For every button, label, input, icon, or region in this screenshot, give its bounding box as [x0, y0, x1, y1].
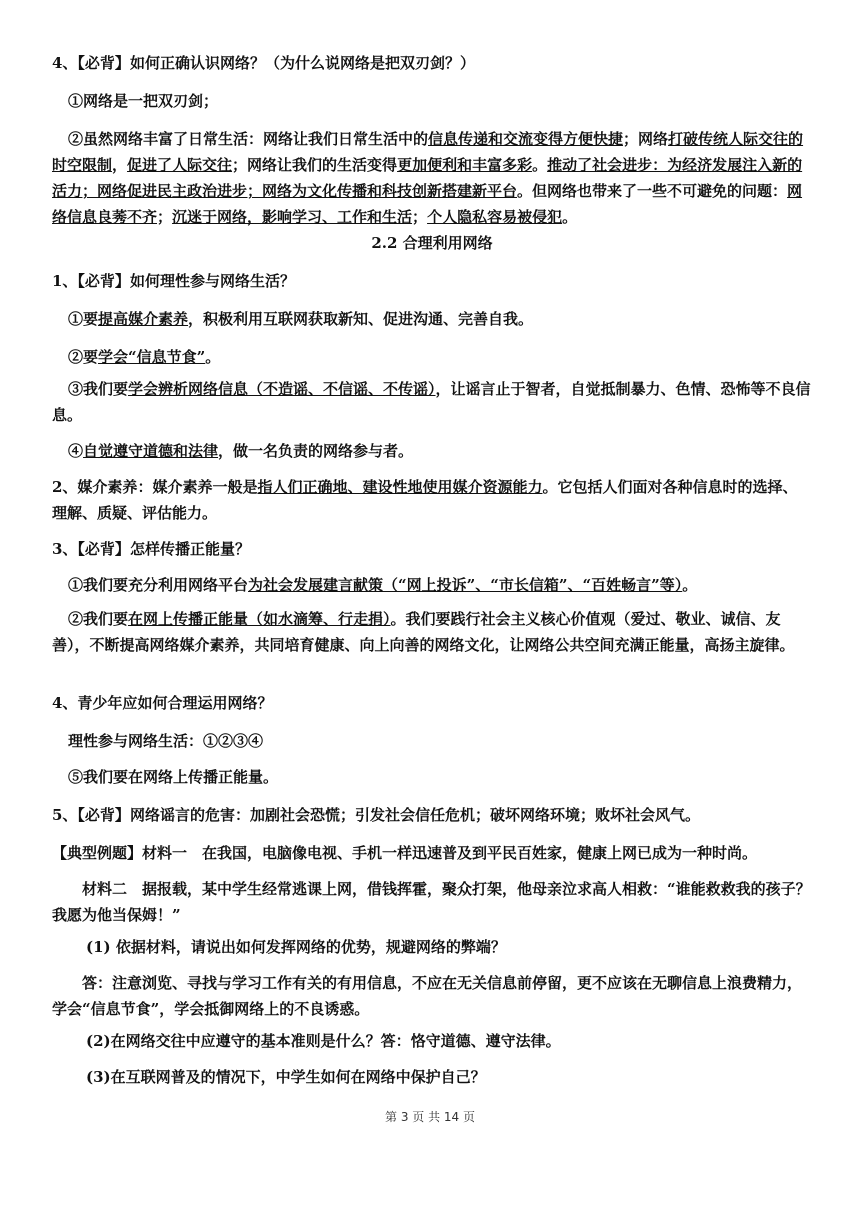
q4-point-2: ②虽然网络丰富了日常生活：网络让我们日常生活中的信息传递和交流变得方便快捷；网络打破传统人际交往的时空限制，促进了人际交往；网络让我们的生活变得更加便利和丰富多彩。推动了社会进步：为经济发展注入新的活力；网络促进民主政治进步；网络为文化传播和科技创新搭建新平台。但网络也带来了一些不可避免的问题：网络信息良莠不齐；沉迷于网络，影响学习、工作和生活；个人隐私容易被侵犯。 — [52, 130, 804, 226]
s4-title: 4、青少年应如何合理运用网络？ — [52, 694, 273, 712]
s1-title: 1、【必背】如何理性参与网络生活？ — [52, 272, 295, 290]
example-answer-1: 答：注意浏览、寻找与学习工作有关的有用信息，不应在无关信息前停留，更不应该在无聊信息上浪费精力，学会“信息节食”，学会抵御网络上的不良诱惑。 — [52, 974, 803, 1018]
s3-item-2: ②我们要在网上传播正能量（如水滴筹、行走捐）。我们要践行社会主义核心价值观（爱过、敬业、诚信、友善），不断提高网络媒介素养，共同培育健康、向上向善的网络文化，让网络公共空间充满正能量，高扬主旋律。 — [52, 610, 795, 654]
s4-item-2: ⑤我们要在网络上传播正能量。 — [68, 768, 279, 786]
s1-item-3: ③我们要学会辨析网络信息（不造谣、不信谣、不传谣），让谣言止于智者，自觉抵制暴力、色情、恐怖等不良信息。 — [52, 380, 811, 424]
example-question-3: (3)在互联网普及的情况下，中学生如何在网络中保护自己？ — [86, 1068, 486, 1086]
s5-rumor-harm: 5、【必背】网络谣言的危害：加剧社会恐慌；引发社会信任危机；破坏网络环境；败坏社会风气。 — [52, 806, 700, 824]
example-material-2: 材料二 据报载，某中学生经常逃课上网，借钱挥霍，聚众打架，他母亲泣求高人相救：“谁能救救我的孩子？我愿为他当保姆！” — [52, 880, 811, 924]
page-number-footer: 第 3 页 共 14 页 — [385, 1110, 475, 1124]
example-question-2: (2)在网络交往中应遵守的基本准则是什么？答：恪守道德、遵守法律。 — [86, 1032, 561, 1050]
s1-item-1: ①要提高媒介素养，积极利用互联网获取新知、促进沟通、完善自我。 — [68, 310, 534, 328]
s1-item-2: ②要学会“信息节食”。 — [68, 348, 221, 366]
s3-item-1: ①我们要充分利用网络平台为社会发展建言献策（“网上投诉”、“市长信箱”、“百姓畅言”等）。 — [68, 576, 698, 594]
s3-title: 3、【必背】怎样传播正能量？ — [52, 540, 250, 558]
section-title: 2.2 合理利用网络 — [371, 234, 493, 252]
example-question-1: (1) 依据材料，请说出如何发挥网络的优势，规避网络的弊端？ — [86, 938, 506, 956]
s4-item-1: 理性参与网络生活：①②③④ — [68, 732, 264, 750]
s2-media-literacy: 2、媒介素养：媒介素养一般是指人们正确地、建设性地使用媒介资源能力。它包括人们面对各种信息时的选择、理解、质疑、评估能力。 — [52, 478, 798, 522]
s1-item-4: ④自觉遵守道德和法律，做一名负责的网络参与者。 — [68, 442, 414, 460]
q4-title: 4、【必背】如何正确认识网络？（为什么说网络是把双刃剑？） — [52, 54, 475, 72]
q4-point-1: ①网络是一把双刃剑； — [68, 92, 219, 110]
example-material-1: 【典型例题】材料一 在我国，电脑像电视、手机一样迅速普及到平民百姓家，健康上网已成为一种时尚。 — [52, 844, 758, 862]
